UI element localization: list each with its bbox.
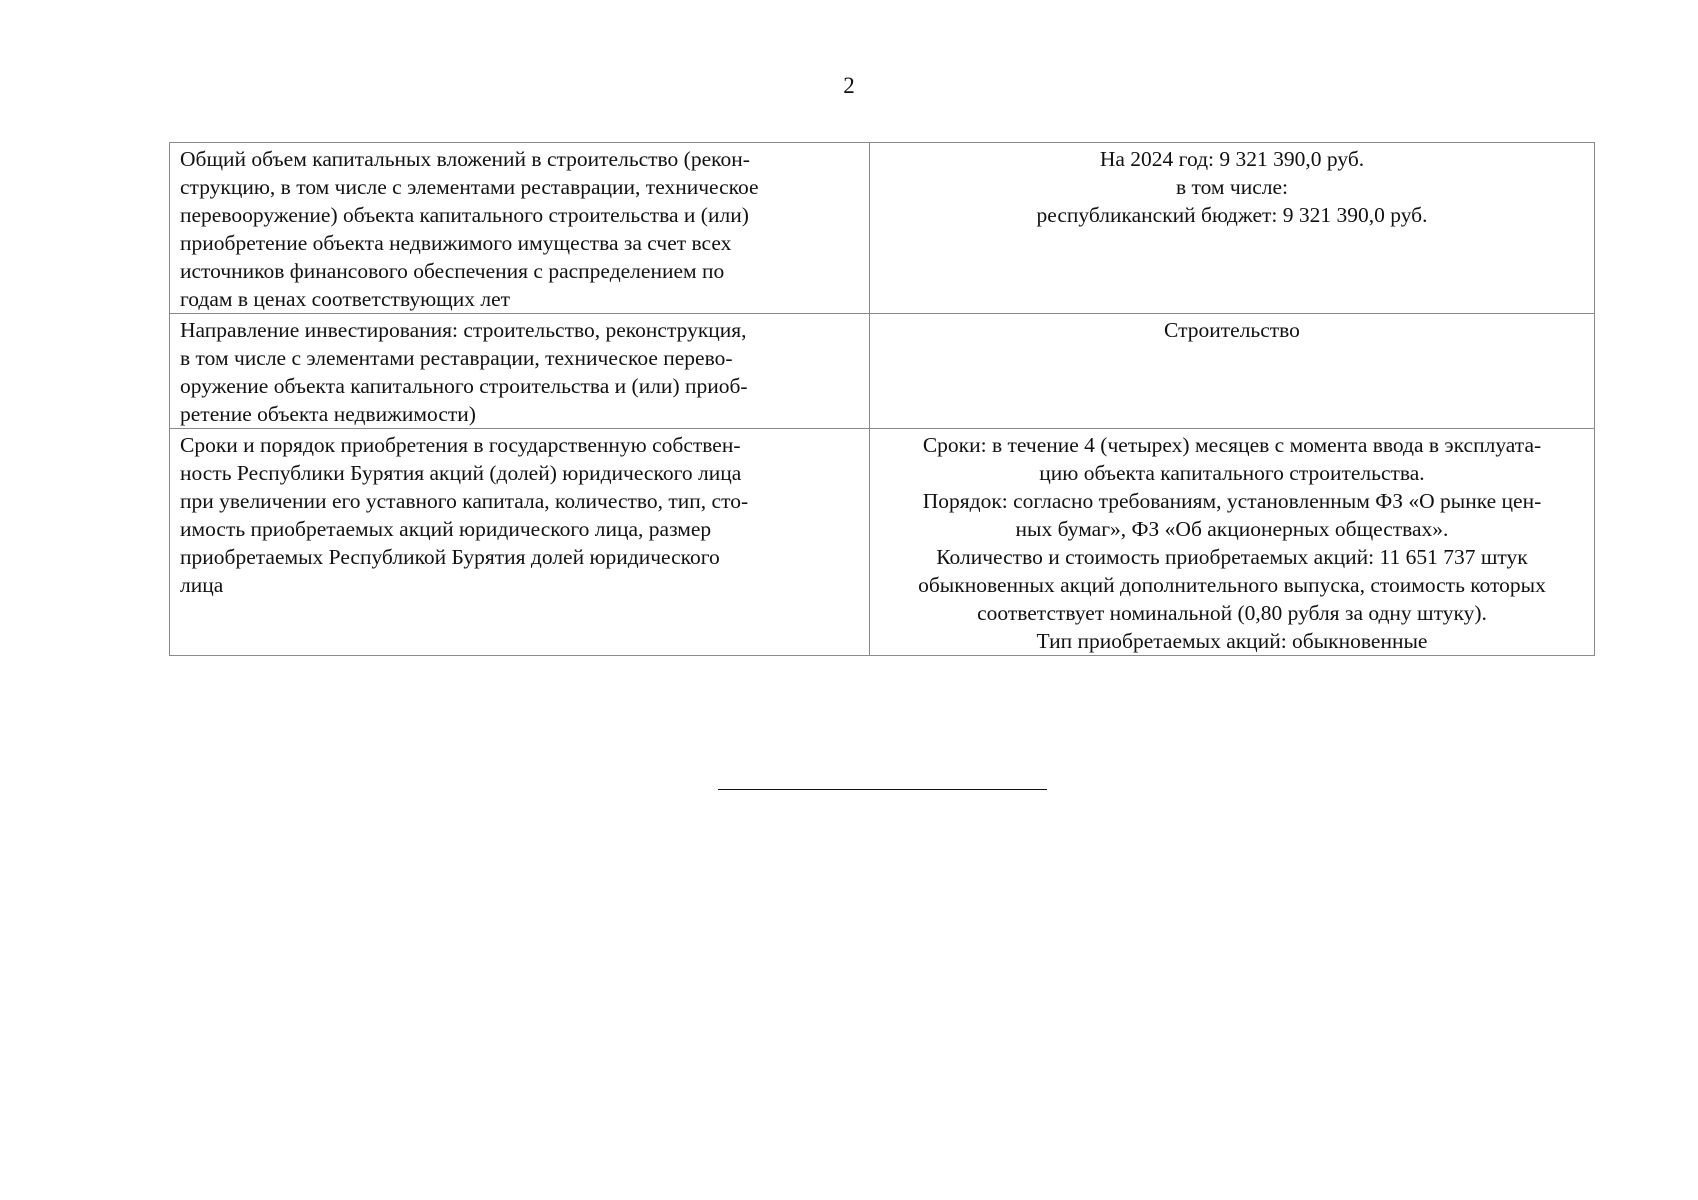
row-value-capital-investment: На 2024 год: 9 321 390,0 руб. в том числе: республиканский бюджет: 9 321 390,0 руб. <box>870 143 1595 314</box>
page-number: 2 <box>843 73 855 98</box>
investment-details-table <box>169 142 1595 656</box>
table-row-share-acquisition <box>170 429 1595 656</box>
row-label-capital-investment: Общий объем капитальных вложений в строительство (рекон- струкцию, в том числе с элементами реставрации, техническое перевооружение) объекта капитального строительства и (или) приобретение объекта недвижимого имущества за счет всех источников финансового обеспечения с распределением по годам в ценах соответствующих лет <box>170 143 870 314</box>
end-of-document-rule <box>718 789 1047 790</box>
table-row-capital-investment <box>170 143 1595 314</box>
row-label-share-acquisition: Сроки и порядок приобретения в государственную собствен- ность Республики Бурятия акций (долей) юридического лица при увеличении его уставного капитала, количество, тип, сто- имость приобретаемых акций юридического лица, размер приобретаемых Республикой Бурятия долей юридического лица <box>170 429 870 656</box>
row-value-investment-direction: Строительство <box>870 314 1595 429</box>
row-label-investment-direction: Направление инвестирования: строительство, реконструкция, в том числе с элементами реставрации, техническое перево- оружение объекта капитального строительства и (или) приоб- ретение объекта недвижимости) <box>170 314 870 429</box>
row-value-share-acquisition: Сроки: в течение 4 (четырех) месяцев с момента ввода в эксплуата- цию объекта капитального строительства. Порядок: согласно требованиям, установленным ФЗ «О рынке цен- ных бумаг», ФЗ «Об акционерных обществах». Количество и стоимость приобретаемых акций: 11 651 737 штук обыкновенных акций дополнительного выпуска, стоимость которых соответствует номинальной (0,80 рубля за одну штуку). Тип приобретаемых акций: обыкновенные <box>870 429 1595 656</box>
table-row-investment-direction <box>170 314 1595 429</box>
